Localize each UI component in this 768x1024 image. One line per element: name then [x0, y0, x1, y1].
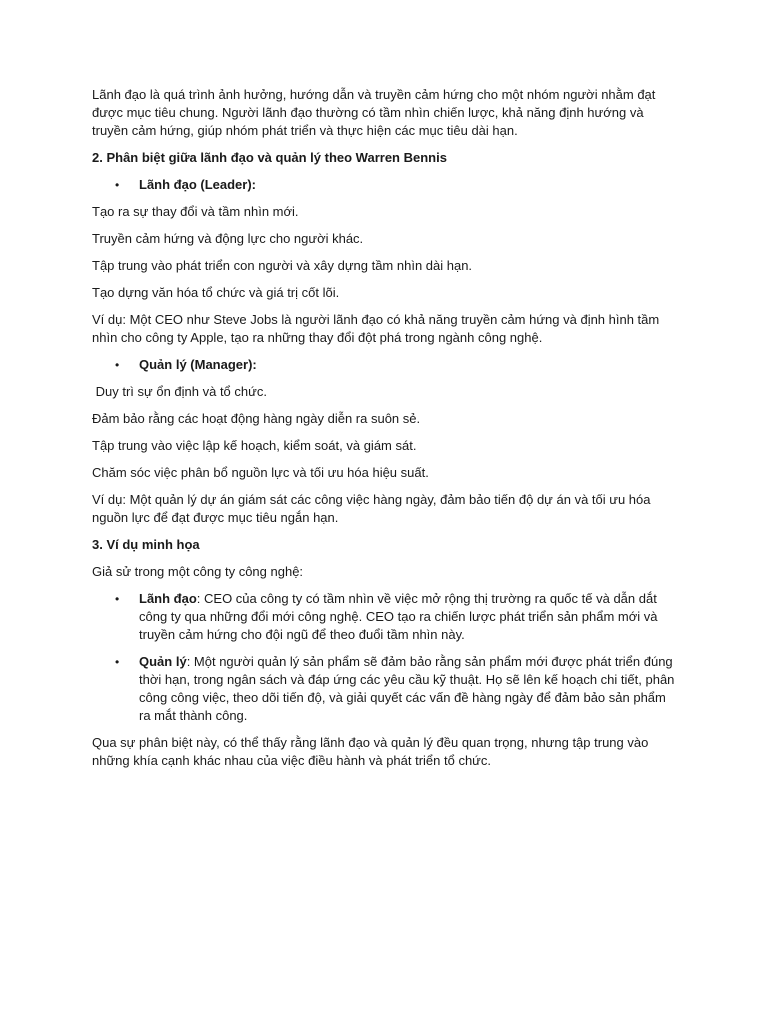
conclusion-paragraph: Qua sự phân biệt này, có thể thấy rằng lãnh đạo và quản lý đều quan trọng, nhưng tập trung vào những khía cạnh khác nhau của việc điều hành và phát triển tổ chức. [92, 735, 649, 768]
leader-bullet-item [115, 176, 678, 194]
leader-point: Tạo ra sự thay đổi và tầm nhìn mới. [92, 204, 299, 219]
example-bullet-item [115, 590, 678, 644]
example-bullet-item [115, 653, 678, 725]
bullet-icon: • [115, 358, 120, 372]
section-2-heading: 2. Phân biệt giữa lãnh đạo và quản lý theo Warren Bennis [92, 150, 447, 165]
example-text: : CEO của công ty có tầm nhìn về việc mở rộng thị trường ra quốc tế và dẫn dắt công ty qua những đổi mới công nghệ. CEO tạo ra chiến lược phát triển sản phẩm mới và truyền cảm hứng cho đội ngũ để theo đuổi tầm nhìn này. [139, 591, 658, 642]
bullet-icon: • [115, 592, 120, 606]
manager-point: Chăm sóc việc phân bổ nguồn lực và tối ưu hóa hiệu suất. [92, 465, 429, 480]
manager-bullet-item [115, 356, 678, 374]
leader-point: Tập trung vào phát triển con người và xây dựng tầm nhìn dài hạn. [92, 258, 473, 273]
leader-point: Truyền cảm hứng và động lực cho người khác. [92, 231, 364, 246]
example-bullet-list [92, 590, 678, 725]
manager-bullet-list [92, 356, 678, 374]
leader-bullet-list [92, 176, 678, 194]
manager-label: Quản lý (Manager): [139, 357, 257, 372]
example-text: : Một người quản lý sản phẩm sẽ đảm bảo rằng sản phẩm mới được phát triển đúng thời hạn, trong ngân sách và đáp ứng các yêu cầu kỹ thuật. Họ sẽ lên kế hoạch chi tiết, phân công công việc, theo dõi tiến độ, và giải quyết các vấn đề hàng ngày để đảm bảo sản phẩm ra mắt thành công. [139, 654, 675, 723]
manager-point: Đảm bảo rằng các hoạt động hàng ngày diễn ra suôn sẻ. [92, 411, 421, 426]
manager-point: Tập trung vào việc lập kế hoạch, kiểm soát, và giám sát. [92, 438, 417, 453]
bullet-icon: • [115, 178, 120, 192]
section-3-lead: Giả sử trong một công ty công nghệ: [92, 564, 304, 579]
leader-label: Lãnh đạo (Leader): [139, 177, 257, 192]
section-3-heading: 3. Ví dụ minh họa [92, 537, 200, 552]
manager-point: Duy trì sự ổn định và tổ chức. [92, 384, 267, 399]
document-body [92, 86, 678, 779]
intro-paragraph: Lãnh đạo là quá trình ảnh hưởng, hướng dẫn và truyền cảm hứng cho một nhóm người nhằm đạt được mục tiêu chung. Người lãnh đạo thường có tầm nhìn chiến lược, khả năng định hướng và truyền cảm hứng, giúp nhóm phát triển và thực hiện các mục tiêu dài hạn. [92, 87, 656, 138]
leader-example: Ví dụ: Một CEO như Steve Jobs là người lãnh đạo có khả năng truyền cảm hứng và định hình tầm nhìn cho công ty Apple, tạo ra những thay đổi đột phá trong ngành công nghệ. [92, 312, 660, 345]
example-term: Lãnh đạo [139, 591, 197, 606]
example-term: Quản lý [139, 654, 187, 669]
manager-example: Ví dụ: Một quản lý dự án giám sát các công việc hàng ngày, đảm bảo tiến độ dự án và tối ưu hóa nguồn lực để đạt được mục tiêu ngắn hạn. [92, 492, 651, 525]
bullet-icon: • [115, 655, 120, 669]
leader-point: Tạo dựng văn hóa tổ chức và giá trị cốt lõi. [92, 285, 340, 300]
